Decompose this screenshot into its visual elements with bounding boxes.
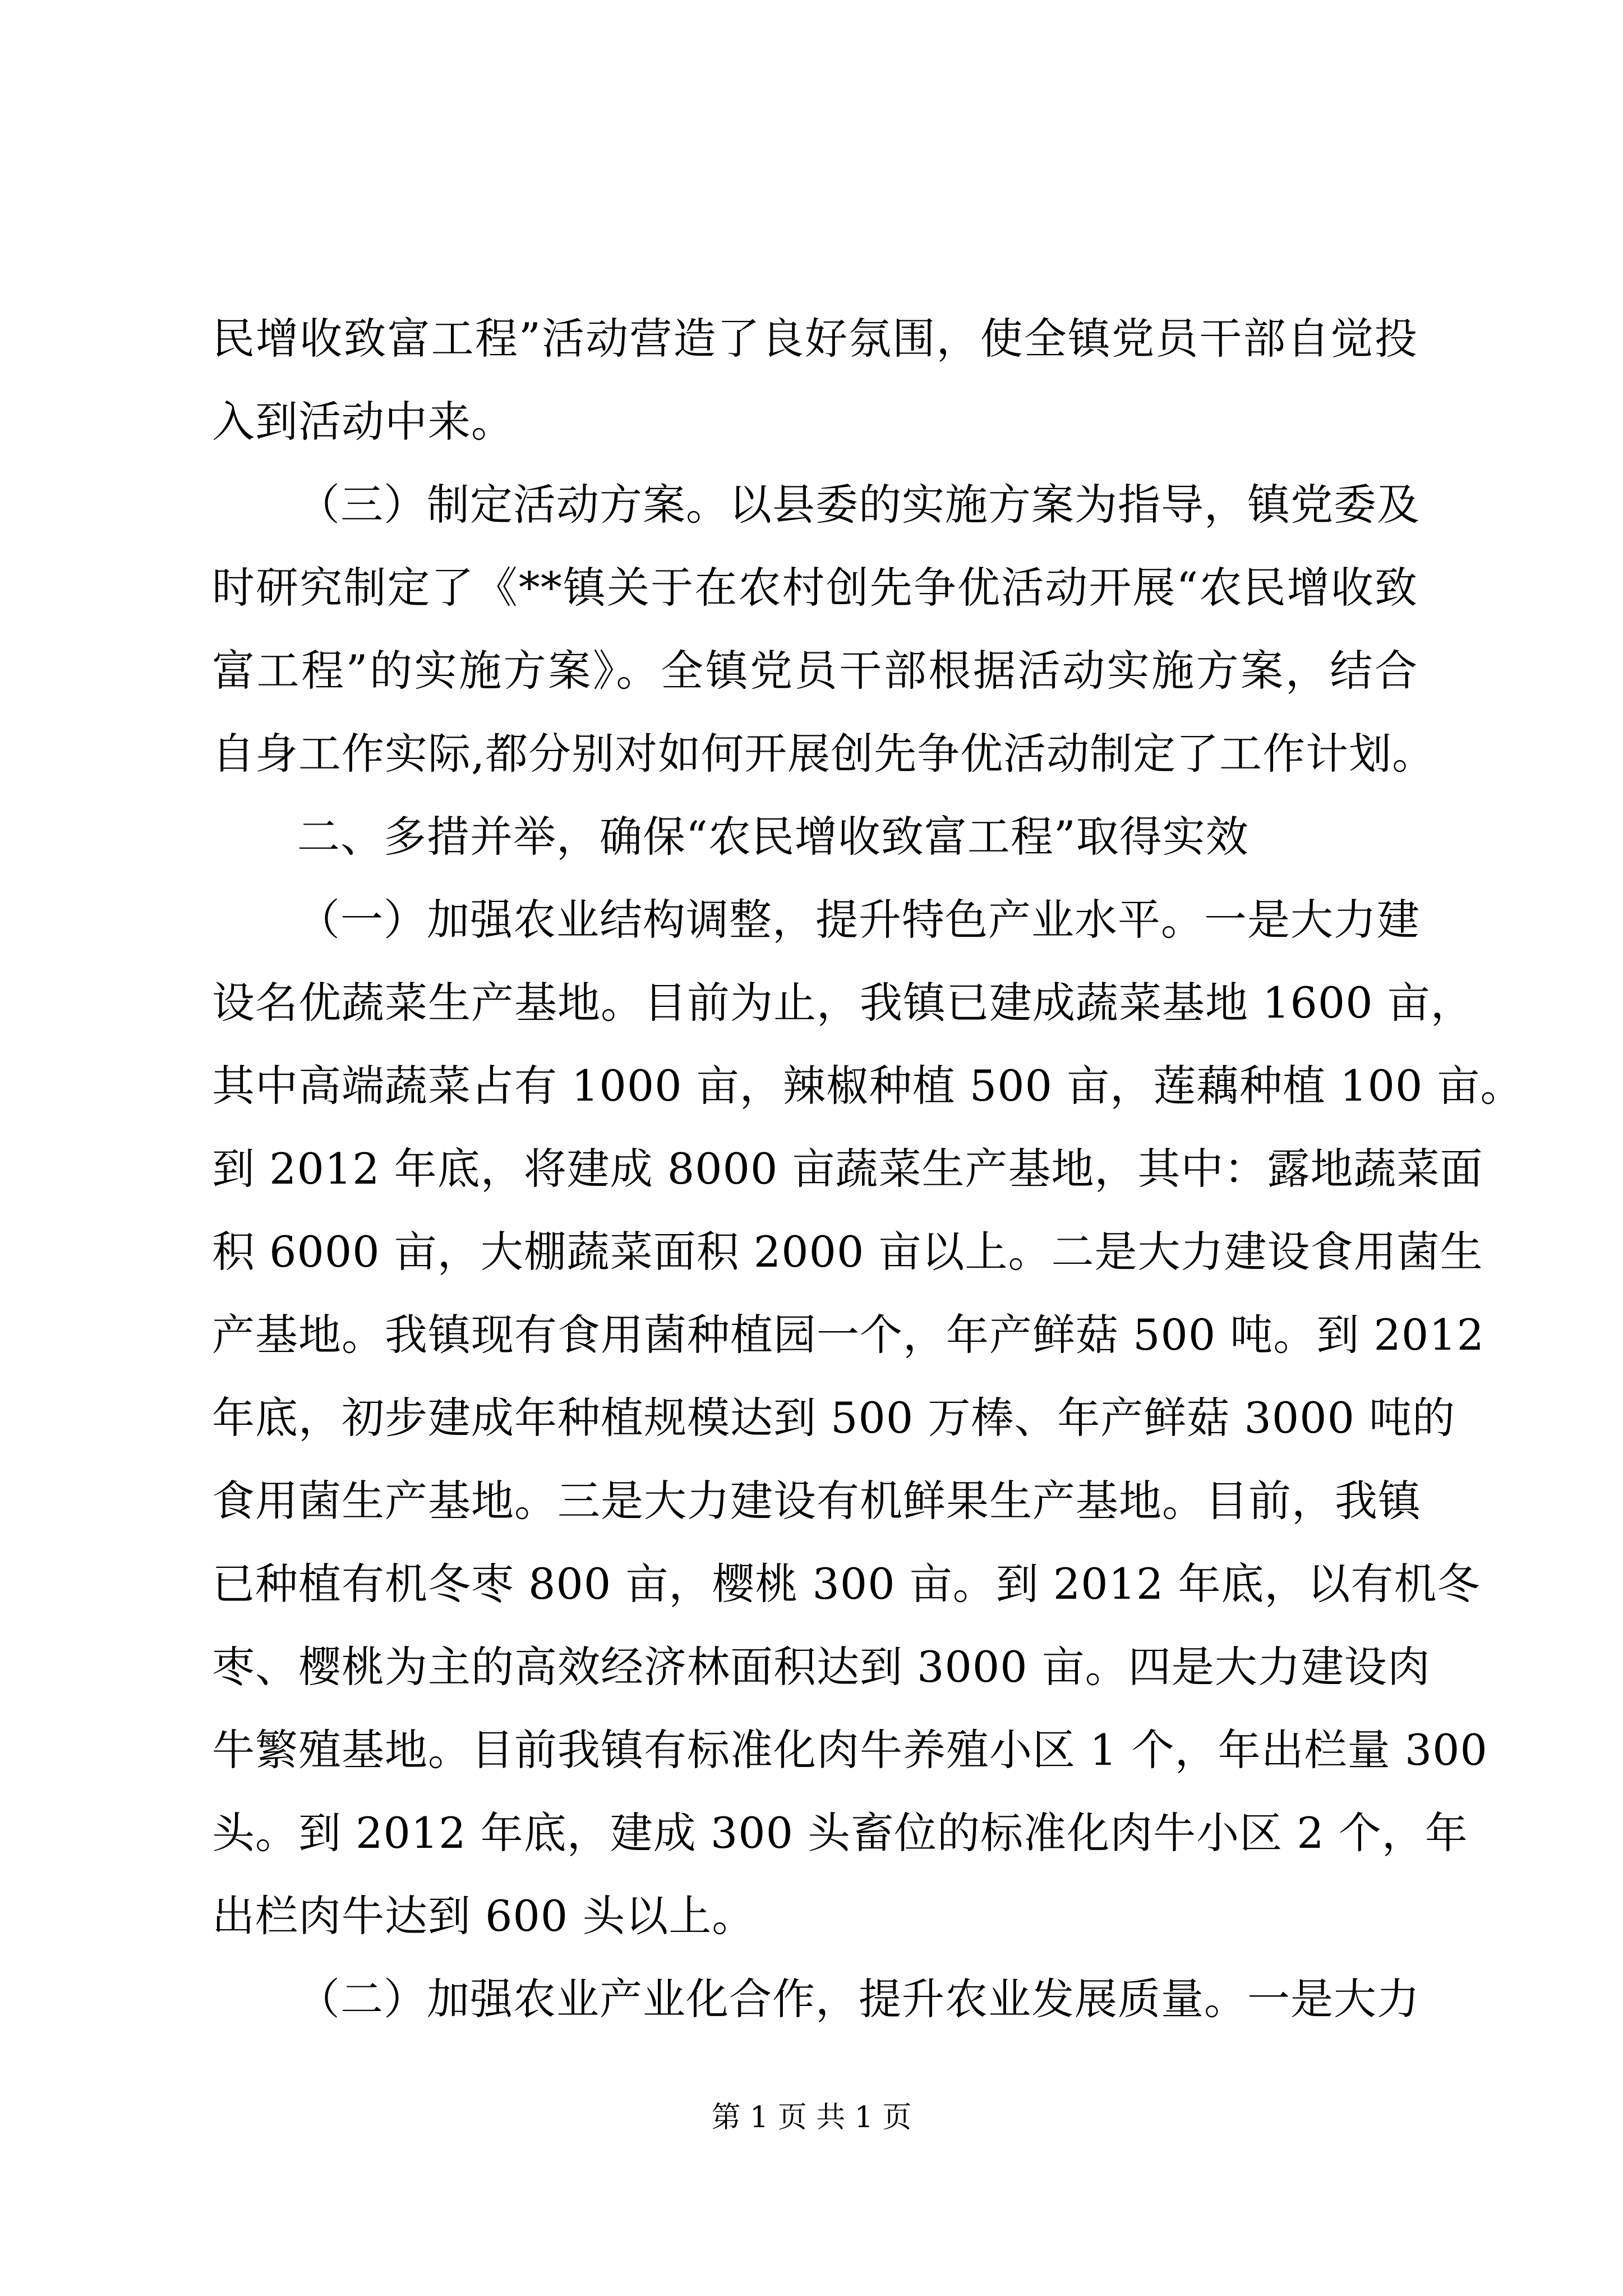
text-line: 民增收致富工程”活动营造了良好氛围，使全镇党员干部自觉投	[212, 314, 1418, 364]
paragraph-start-line: （三）制定活动方案。以县委的实施方案为指导，镇党委及	[297, 480, 1420, 530]
text-line: 已种植有机冬枣 800 亩，樱桃 300 亩。到 2012 年底，以有机冬	[212, 1559, 1481, 1609]
text-line: 自身工作实际,都分别对如何开展创先争优活动制定了工作计划。	[212, 729, 1436, 779]
page-number-footer: 第 1 页 共 1 页	[711, 2101, 912, 2134]
text-line: 头。到 2012 年底，建成 300 头畜位的标准化肉牛小区 2 个，年	[212, 1808, 1468, 1858]
document-body	[212, 297, 1524, 2041]
text-line: 富工程”的实施方案》。全镇党员干部根据活动实施方案，结合	[212, 646, 1418, 696]
text-line: 枣、樱桃为主的高效经济林面积达到 3000 亩。四是大力建设肉	[212, 1642, 1431, 1692]
text-line: 年底，初步建成年种植规模达到 500 万棒、年产鲜菇 3000 吨的	[212, 1393, 1456, 1443]
text-line: 产基地。我镇现有食用菌种植园一个，年产鲜菇 500 吨。到 2012	[212, 1310, 1484, 1360]
text-line: 设名优蔬菜生产基地。目前为止，我镇已建成蔬菜基地 1600 亩，	[212, 978, 1474, 1028]
text-line: 牛繁殖基地。目前我镇有标准化肉牛养殖小区 1 个，年出栏量 300	[212, 1725, 1488, 1775]
text-line: 积 6000 亩，大棚蔬菜面积 2000 亩以上。二是大力建设食用菌生	[212, 1227, 1483, 1277]
text-line: 其中高端蔬菜占有 1000 亩，辣椒种植 500 亩，莲藕种植 100 亩。	[212, 1061, 1524, 1111]
paragraph-start-line: （二）加强农业产业化合作，提升农业发展质量。一是大力	[297, 1974, 1420, 2024]
text-line: 食用菌生产基地。三是大力建设有机鲜果生产基地。目前，我镇	[212, 1476, 1421, 1526]
text-line: 入到活动中来。	[212, 397, 514, 447]
text-line: 到 2012 年底，将建成 8000 亩蔬菜生产基地，其中：露地蔬菜面	[212, 1144, 1483, 1194]
paragraph-start-line: （一）加强农业结构调整，提升特色产业水平。一是大力建	[297, 895, 1420, 945]
text-line: 出栏肉牛达到 600 头以上。	[212, 1891, 755, 1941]
text-line: 时研究制定了《**镇关于在农村创先争优活动开展“农民增收致	[212, 563, 1418, 613]
section-heading: 二、多措并举，确保“农民增收致富工程”取得实效	[297, 812, 1249, 862]
